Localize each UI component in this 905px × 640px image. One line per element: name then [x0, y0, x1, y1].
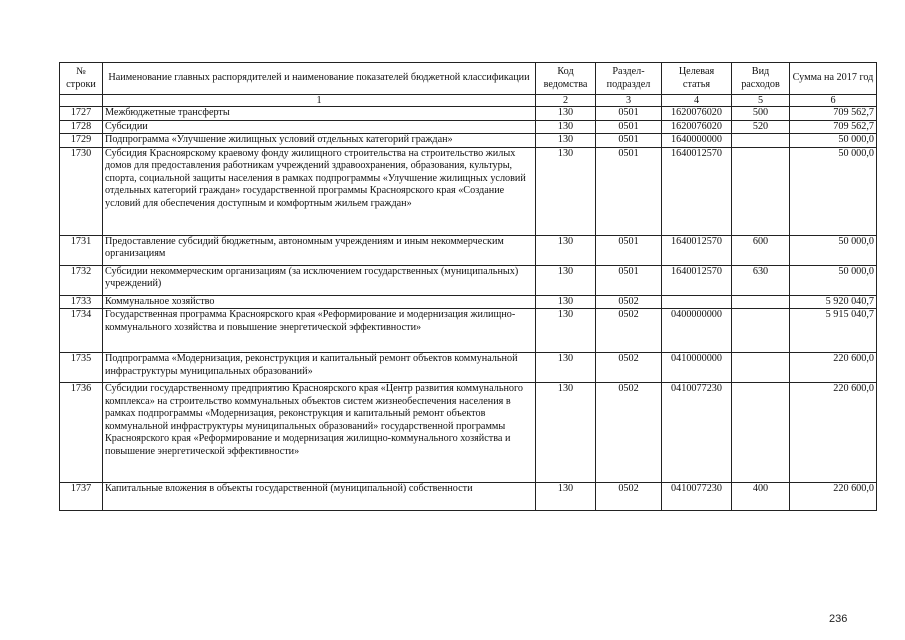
row-section: 0501	[596, 134, 662, 148]
table-row	[60, 295, 877, 309]
row-exp-type	[732, 147, 790, 235]
row-name: Межбюджетные трансферты	[103, 107, 536, 121]
row-target: 0410000000	[662, 353, 732, 383]
row-num: 1729	[60, 134, 103, 148]
row-num: 1728	[60, 120, 103, 134]
row-sum: 5 920 040,7	[790, 295, 877, 309]
page-number: 236	[829, 613, 848, 625]
row-num: 1737	[60, 483, 103, 511]
row-target: 1620076020	[662, 107, 732, 121]
row-section: 0502	[596, 353, 662, 383]
table-row	[60, 309, 877, 353]
row-dept: 130	[536, 120, 596, 134]
table-row	[60, 383, 877, 483]
table-row	[60, 107, 877, 121]
row-dept: 130	[536, 483, 596, 511]
row-target: 1640012570	[662, 147, 732, 235]
row-name: Субсидии	[103, 120, 536, 134]
row-target: 1640012570	[662, 265, 732, 295]
header-name: Наименование главных распорядителей и наименование показателей бюджетной классификации	[103, 63, 536, 95]
row-dept: 130	[536, 353, 596, 383]
header-exp-type: Вид расходов	[732, 63, 790, 95]
row-exp-type: 520	[732, 120, 790, 134]
row-exp-type	[732, 134, 790, 148]
row-sum: 709 562,7	[790, 120, 877, 134]
row-exp-type: 600	[732, 235, 790, 265]
row-exp-type: 400	[732, 483, 790, 511]
row-dept: 130	[536, 147, 596, 235]
header-section: Раздел-подраздел	[596, 63, 662, 95]
row-num: 1733	[60, 295, 103, 309]
row-dept: 130	[536, 295, 596, 309]
row-section: 0502	[596, 295, 662, 309]
table-row	[60, 235, 877, 265]
row-dept: 130	[536, 383, 596, 483]
row-dept: 130	[536, 265, 596, 295]
row-target: 1620076020	[662, 120, 732, 134]
row-exp-type	[732, 309, 790, 353]
column-index-row	[60, 95, 877, 107]
row-target: 0410077230	[662, 383, 732, 483]
table-row	[60, 265, 877, 295]
row-dept: 130	[536, 134, 596, 148]
row-dept: 130	[536, 107, 596, 121]
row-section: 0501	[596, 120, 662, 134]
row-section: 0501	[596, 147, 662, 235]
row-num: 1730	[60, 147, 103, 235]
row-sum: 709 562,7	[790, 107, 877, 121]
row-sum: 220 600,0	[790, 483, 877, 511]
row-target: 1640000000	[662, 134, 732, 148]
header-row	[60, 63, 877, 95]
row-sum: 220 600,0	[790, 353, 877, 383]
row-section: 0502	[596, 483, 662, 511]
row-name: Коммунальное хозяйство	[103, 295, 536, 309]
table-row	[60, 120, 877, 134]
row-name: Государственная программа Красноярского края «Реформирование и модернизация жилищно-коммунального хозяйства и повышение энергетической эффективности»	[103, 309, 536, 353]
index-cell	[60, 95, 103, 107]
row-exp-type	[732, 383, 790, 483]
row-sum: 50 000,0	[790, 235, 877, 265]
row-section: 0501	[596, 265, 662, 295]
table-row	[60, 134, 877, 148]
row-exp-type	[732, 295, 790, 309]
row-name: Субсидии некоммерческим организациям (за исключением государственных (муниципальных) учреждений)	[103, 265, 536, 295]
table-row	[60, 147, 877, 235]
row-dept: 130	[536, 235, 596, 265]
index-cell: 1	[103, 95, 536, 107]
row-num: 1734	[60, 309, 103, 353]
row-dept: 130	[536, 309, 596, 353]
row-section: 0501	[596, 107, 662, 121]
index-cell: 4	[662, 95, 732, 107]
row-exp-type: 500	[732, 107, 790, 121]
row-sum: 50 000,0	[790, 134, 877, 148]
row-sum: 50 000,0	[790, 265, 877, 295]
row-section: 0502	[596, 309, 662, 353]
row-target: 0410077230	[662, 483, 732, 511]
row-target: 0400000000	[662, 309, 732, 353]
row-name: Капитальные вложения в объекты государственной (муниципальной) собственности	[103, 483, 536, 511]
header-num: № строки	[60, 63, 103, 95]
row-section: 0501	[596, 235, 662, 265]
row-exp-type: 630	[732, 265, 790, 295]
table-row	[60, 483, 877, 511]
row-target	[662, 295, 732, 309]
row-section: 0502	[596, 383, 662, 483]
row-num: 1735	[60, 353, 103, 383]
row-name: Подпрограмма «Модернизация, реконструкция и капитальный ремонт объектов коммунальной инфраструктуры муниципальных образований»	[103, 353, 536, 383]
row-target: 1640012570	[662, 235, 732, 265]
index-cell: 3	[596, 95, 662, 107]
row-num: 1727	[60, 107, 103, 121]
row-num: 1732	[60, 265, 103, 295]
index-cell: 5	[732, 95, 790, 107]
row-sum: 5 915 040,7	[790, 309, 877, 353]
row-name: Субсидия Красноярскому краевому фонду жилищного строительства на строительство жилых домов для предоставления работникам учреждений здравоохранения, образования, культуры, спорта, социальной защиты населения в рамках подпрограммы «Улучшение жилищных условий отдельных категорий граждан» государственной программы Красноярского края «Создание условий для обеспечения доступным и комфортным жильем граждан»	[103, 147, 536, 235]
row-sum: 220 600,0	[790, 383, 877, 483]
row-num: 1731	[60, 235, 103, 265]
table-row	[60, 353, 877, 383]
index-cell: 6	[790, 95, 877, 107]
header-sum: Сумма на 2017 год	[790, 63, 877, 95]
index-cell: 2	[536, 95, 596, 107]
row-name: Субсидии государственному предприятию Красноярского края «Центр развития коммунального комплекса» на строительство коммунальных объектов систем жизнеобеспечения населения в рамках подпрограммы «Модернизация, реконструкция и капитальный ремонт объектов коммунальной инфраструктуры муниципальных образований» государственной программы Красноярского края «Реформирование и модернизация жилищно-коммунального хозяйства и повышение энергетической эффективности»	[103, 383, 536, 483]
row-exp-type	[732, 353, 790, 383]
row-sum: 50 000,0	[790, 147, 877, 235]
row-name: Подпрограмма «Улучшение жилищных условий отдельных категорий граждан»	[103, 134, 536, 148]
row-num: 1736	[60, 383, 103, 483]
budget-table	[59, 62, 877, 511]
header-target: Целевая статья	[662, 63, 732, 95]
header-dept: Код ведомства	[536, 63, 596, 95]
row-name: Предоставление субсидий бюджетным, автономным учреждениям и иным некоммерческим организациям	[103, 235, 536, 265]
